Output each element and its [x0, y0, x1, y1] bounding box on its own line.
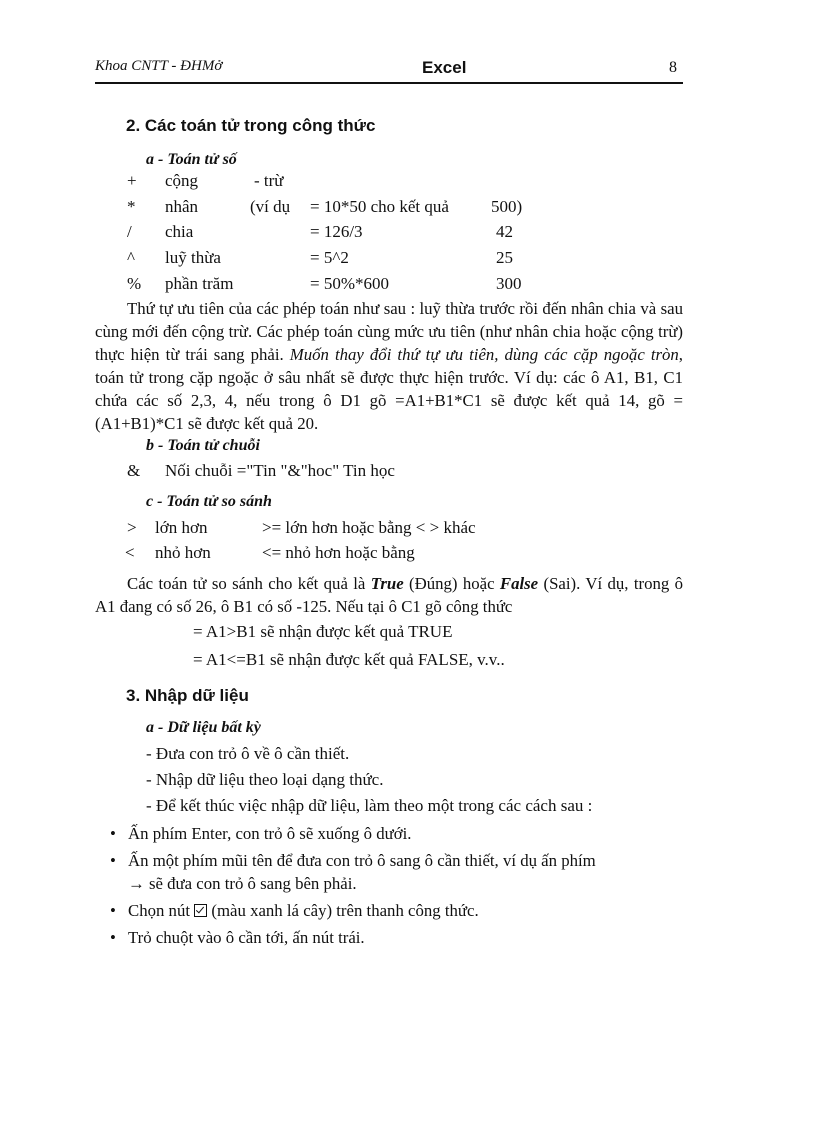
cmp-rest: >= lớn hơn hoặc bằng < > khác — [262, 518, 476, 537]
step-item: - Nhập dữ liệu theo loại dạng thức. — [146, 770, 384, 789]
section2-sub-a: a - Toán tử số — [146, 151, 237, 168]
bullet-item — [110, 926, 690, 949]
arith-sym: * — [127, 197, 136, 216]
arith-result: 42 — [496, 222, 513, 241]
arith-sym: ^ — [127, 248, 135, 267]
arith-expr: = 10*50 cho kết quả — [310, 197, 449, 216]
section2-sub-c: c - Toán tử so sánh — [146, 493, 272, 510]
section2-sub-b: b - Toán tử chuỗi — [146, 437, 260, 454]
priority-text-italic: Muốn thay đổi thứ tự ưu tiên, dùng các cặp ngoặc tròn — [289, 345, 679, 364]
arith-expr: = 50%*600 — [310, 274, 389, 293]
arith-expr: = 5^2 — [310, 248, 349, 267]
bullet-text-b: sẽ đưa con trỏ ô sang bên phải. — [144, 874, 357, 893]
section2-title: 2. Các toán tử trong công thức — [126, 116, 376, 135]
bullet-text — [128, 849, 677, 895]
false-keyword: False — [499, 574, 539, 593]
arith-sym: + — [127, 171, 137, 190]
section3-title: 3. Nhập dữ liệu — [126, 686, 249, 705]
bullet-icon: • — [110, 901, 116, 920]
comparison-text-c: (Sai). Ví dụ, trong ô A1 đang có số 26, ô B1 có số -125. Nếu tại ô C1 gõ công thức — [95, 574, 684, 616]
arith-expr: = 126/3 — [310, 222, 363, 241]
arith-name: cộng — [165, 171, 199, 190]
arith-sym: % — [127, 274, 142, 293]
formula-example-1: = A1>B1 sẽ nhận được kết quả TRUE — [193, 622, 453, 641]
comparison-text-b: (Đúng) hoặc — [403, 574, 500, 593]
comparison-paragraph — [95, 572, 683, 618]
true-keyword: True — [370, 574, 404, 593]
cmp-sym: > — [127, 518, 137, 537]
cmp-name: nhỏ hơn — [155, 543, 211, 562]
concat-sym: & — [127, 461, 141, 480]
step-item: - Để kết thúc việc nhập dữ liệu, làm theo một trong các cách sau : — [146, 796, 593, 815]
bullet-icon: • — [110, 851, 116, 870]
arith-sym: / — [127, 222, 132, 241]
section3-sub-a: a - Dữ liệu bất kỳ — [146, 719, 261, 736]
bullet-text-a: Chọn nút — [128, 901, 195, 920]
comparison-text-a: Các toán tử so sánh cho kết quả là — [127, 574, 371, 593]
bullet-item — [110, 849, 677, 895]
priority-text-b: , toán tử trong cặp ngoặc ở sâu nhất sẽ được thực hiện trước. Ví dụ: các ô A1, B1, C1 chứa các số 2,3, 4, nếu trong ô D1 gõ =A1+B1*C1 sẽ được kết quả 14, gõ =(A1+B1)*C1 sẽ được kết quả 20. — [95, 345, 683, 433]
arith-name: nhân — [165, 197, 199, 216]
page-number: 8 — [669, 59, 677, 76]
cmp-sym: < — [125, 543, 135, 562]
arith-extra: (ví dụ — [250, 197, 291, 216]
arith-extra: - trừ — [254, 171, 284, 190]
bullet-item — [110, 822, 690, 845]
bullet-text — [128, 899, 690, 922]
right-arrow-icon: → — [128, 874, 145, 893]
formula-example-2: = A1<=B1 sẽ nhận được kết quả FALSE, v.v.. — [193, 650, 505, 669]
check-icon — [194, 904, 207, 917]
bullet-text: Trỏ chuột vào ô cần tới, ấn nút trái. — [128, 928, 365, 947]
priority-paragraph — [95, 297, 683, 435]
bullet-text-a: Ấn một phím mũi tên để đưa con trỏ ô sang ô cần thiết, ví dụ ấn phím — [128, 851, 596, 870]
priority-text-a: Thứ tự ưu tiên của các phép toán như sau : luỹ thừa trước rồi đến nhân chia và sau cùng mới đến cộng trừ. Các phép toán cùng mức ưu tiên (như nhân chia hoặc cộng trừ) thực hiện từ trái sang phải. — [95, 299, 683, 364]
arith-result: 25 — [496, 248, 513, 267]
cmp-name: lớn hơn — [155, 518, 208, 537]
bullet-text: Ấn phím Enter, con trỏ ô sẽ xuống ô dưới. — [128, 824, 412, 843]
bullet-text-b: (màu xanh lá cây) trên thanh công thức. — [207, 901, 479, 920]
header-left: Khoa CNTT - ĐHMở — [95, 58, 223, 74]
concat-text: Nối chuỗi ="Tin "&"hoc" Tin học — [165, 461, 395, 480]
header-title: Excel — [422, 58, 467, 77]
cmp-rest: <= nhỏ hơn hoặc bằng — [262, 543, 415, 562]
bullet-icon: • — [110, 928, 116, 947]
arith-name: phần trăm — [165, 274, 234, 293]
arith-name: chia — [165, 222, 194, 241]
arith-result: 500) — [491, 197, 523, 216]
arith-result: 300 — [496, 274, 522, 293]
step-item: - Đưa con trỏ ô về ô cần thiết. — [146, 744, 350, 763]
bullet-icon: • — [110, 824, 116, 843]
bullet-item — [110, 899, 690, 922]
arith-name: luỹ thừa — [165, 248, 221, 267]
header-rule — [95, 82, 683, 84]
